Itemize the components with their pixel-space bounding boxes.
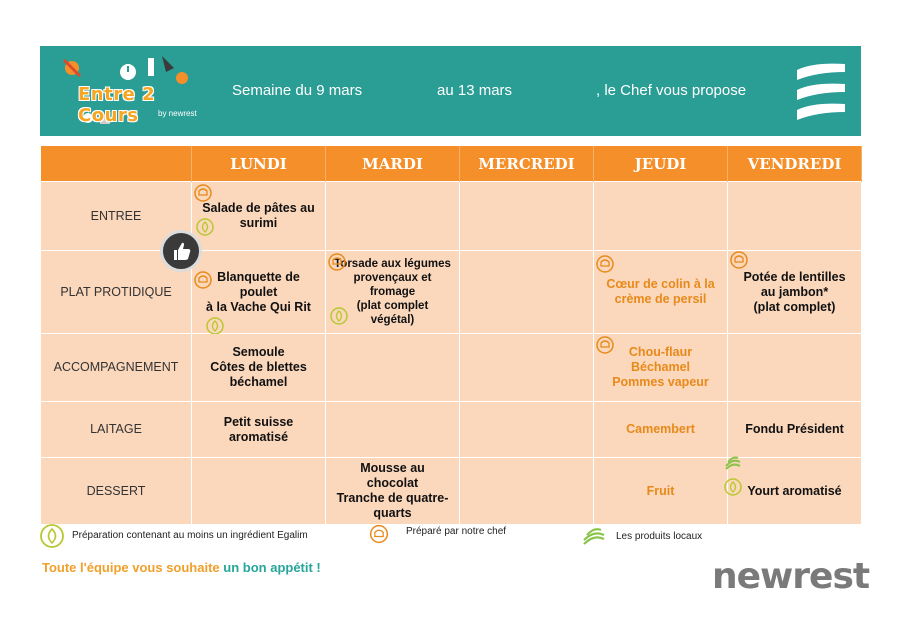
dish-line: crème de persil	[614, 292, 707, 306]
wish-part-1: Toute l'équipe vous souhaite	[42, 560, 220, 575]
menu-cell	[728, 402, 862, 458]
day-header: JEUDI	[594, 146, 728, 182]
menu-cell	[728, 458, 862, 525]
egalim-leaf-icon	[724, 478, 742, 496]
dish-line: Pommes vapeur	[612, 375, 709, 389]
dish-line: Semoule	[232, 345, 285, 359]
menu-cell	[728, 251, 862, 334]
chef-hat-icon	[369, 524, 389, 548]
dish-line: Petit suisse	[223, 414, 294, 429]
menu-cell	[326, 402, 460, 458]
dish-line: (plat complet)	[753, 299, 836, 314]
dish-line: Tranche de quatre-	[336, 491, 449, 505]
menu-cell	[728, 182, 862, 251]
dish-line: fromage	[369, 286, 416, 298]
row-label-dessert: DESSERT	[41, 458, 192, 525]
row-label-accompagnement: ACCOMPAGNEMENT	[41, 334, 192, 402]
dish-line: Salade de pâtes au	[202, 201, 315, 215]
local-products-icon	[724, 454, 742, 472]
dish-line: Torsade aux légumes	[334, 258, 451, 270]
menu-cell	[460, 251, 594, 334]
dish-line: à la Vache Qui Rit	[206, 299, 311, 314]
dish-line: Côtes de blettes	[210, 360, 307, 374]
chef-hat-icon	[194, 184, 212, 202]
egalim-leaf-icon	[206, 317, 224, 335]
menu-cell	[460, 334, 594, 402]
legend-egalim: Préparation contenant au moins un ingrédient Egalim	[72, 530, 308, 541]
chef-hat-icon	[596, 336, 614, 354]
like-badge[interactable]	[160, 230, 202, 272]
menu-cell	[594, 458, 728, 525]
dish-line: surimi	[239, 216, 278, 230]
logo-title: Entre 2 Cours	[78, 84, 156, 126]
menu-cell	[594, 402, 728, 458]
dish-line: Mousse au	[360, 461, 425, 475]
menu-cell	[326, 182, 460, 251]
dish-line: Blanquette de	[217, 269, 300, 284]
dish-line: chocolat	[366, 476, 419, 490]
dish-line: Béchamel	[630, 360, 691, 374]
menu-cell	[460, 182, 594, 251]
row-label-entree: ENTREE	[41, 182, 192, 251]
entre-2-cours-logo	[58, 54, 198, 128]
day-header: MERCREDI	[460, 146, 594, 182]
dish-line: Fruit	[646, 483, 675, 498]
dish-line: aromatisé	[228, 429, 289, 444]
dish-line: quarts	[373, 506, 412, 520]
menu-cell	[460, 402, 594, 458]
chef-hat-icon	[730, 251, 748, 269]
row-label-laitage: LAITAGE	[41, 402, 192, 458]
week-end: au 13 mars	[437, 82, 513, 99]
menu-cell	[192, 402, 326, 458]
brand-e-icon	[793, 60, 849, 120]
menu-cell	[326, 458, 460, 525]
dish-line: Camembert	[626, 422, 695, 436]
dish-line: végétal)	[370, 314, 415, 326]
legend-chef: Préparé par notre chef	[406, 526, 507, 537]
chef-proposes: , le Chef vous propose	[596, 82, 747, 99]
dish-line: Cœur de colin à la	[606, 277, 715, 291]
newrest-logo: newrest	[712, 556, 870, 597]
dish-line: poulet	[239, 284, 278, 299]
row-label-plat: PLAT PROTIDIQUE	[41, 251, 192, 334]
day-header: MARDI	[326, 146, 460, 182]
dish-line: provençaux et	[353, 272, 432, 284]
menu-cell	[192, 251, 326, 334]
egalim-leaf-icon	[330, 307, 348, 325]
wish-part-2: un bon appétit !	[223, 560, 321, 575]
menu-cell	[192, 458, 326, 525]
logo-subtitle: by newrest	[158, 109, 197, 118]
menu-cell	[728, 334, 862, 402]
menu-cell	[460, 458, 594, 525]
chef-hat-icon	[596, 255, 614, 273]
menu-cell	[594, 334, 728, 402]
dish-line: Fondu Président	[745, 422, 844, 436]
dish-line: (plat complet	[356, 300, 429, 312]
header-banner	[40, 46, 861, 136]
egalim-leaf-icon	[40, 524, 64, 548]
dish-line: béchamel	[229, 375, 288, 389]
day-header: VENDREDI	[728, 146, 862, 182]
footer-wish	[42, 560, 321, 575]
weekly-menu-table	[40, 146, 862, 525]
chef-hat-icon	[328, 253, 346, 271]
menu-cell	[594, 182, 728, 251]
dish-line: Yourt aromatisé	[747, 483, 842, 498]
local-products-icon	[582, 524, 606, 548]
dish-line: Potée de lentilles	[743, 269, 846, 284]
week-start: Semaine du 9 mars	[232, 82, 363, 99]
header-corner	[41, 146, 192, 182]
menu-cell	[192, 182, 326, 251]
menu-cell	[594, 251, 728, 334]
thumbs-up-icon	[163, 233, 199, 269]
menu-cell	[192, 334, 326, 402]
day-header: LUNDI	[192, 146, 326, 182]
menu-cell	[326, 251, 460, 334]
chef-hat-icon	[194, 271, 212, 289]
dish-line: au jambon*	[760, 284, 829, 299]
dish-line: Chou-flaur	[628, 345, 693, 359]
legend-local: Les produits locaux	[616, 531, 703, 542]
menu-cell	[326, 334, 460, 402]
